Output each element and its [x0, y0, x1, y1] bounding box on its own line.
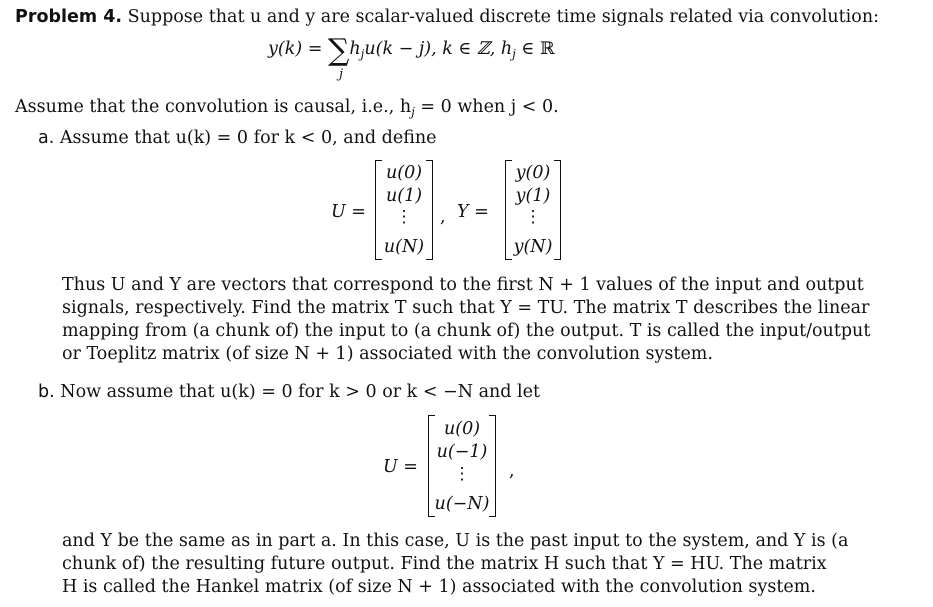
- U-entry-vdots: ⋮: [395, 207, 413, 227]
- part-b-U-vector: [428, 415, 496, 517]
- equation-term-rest: u(k − j), k ∈ ℤ, h: [364, 39, 513, 59]
- part-a-Y-name: Y =: [457, 202, 489, 222]
- causal-sub: j: [411, 105, 415, 119]
- problem-intro: Suppose that u and y are scalar-valued discrete time signals related via convolution:: [127, 7, 879, 27]
- part-b-comma: ,: [509, 461, 515, 481]
- equation-term-sub2: j: [512, 47, 516, 61]
- part-a-para-line: signals, respectively. Find the matrix T such that Y = TU. The matrix T describes the linear: [62, 298, 870, 318]
- part-a-intro-line: [38, 127, 437, 149]
- Y-entry: y(0): [515, 163, 551, 183]
- equation-lhs: y(k) =: [268, 39, 323, 59]
- U-entry: u(N): [383, 237, 425, 257]
- causal-text-a: Assume that the convolution is causal, i.e., h: [15, 97, 412, 117]
- part-a-intro: Assume that u(k) = 0 for k < 0, and define: [59, 128, 437, 148]
- equation-term-sub: j: [360, 47, 365, 61]
- equation-term-end: ∈ ℝ: [515, 39, 555, 59]
- U-entry: u(1): [385, 186, 423, 206]
- part-b-intro: Now assume that u(k) = 0 for k > 0 or k < −N and let: [60, 382, 541, 402]
- Y-entry: y(1): [515, 186, 551, 206]
- sum-symbol: ∑: [327, 33, 350, 68]
- part-a-U-name: U =: [331, 202, 366, 222]
- U-entry: u(−1): [436, 442, 488, 462]
- part-b-para-line: chunk of) the resulting future output. Find the matrix H such that Y = HU. The matrix: [62, 554, 827, 574]
- Y-entry-vdots: ⋮: [524, 207, 542, 227]
- Y-entry: y(N): [513, 237, 553, 257]
- causal-text-b: = 0 when j < 0.: [414, 97, 559, 117]
- part-a-para-line: Thus U and Y are vectors that correspond to the first N + 1 values of the input and output: [62, 275, 864, 295]
- part-b-U-name: U =: [383, 457, 418, 477]
- part-a-para-line: or Toeplitz matrix (of size N + 1) associated with the convolution system.: [62, 344, 713, 364]
- U-entry-vdots: ⋮: [453, 464, 471, 484]
- part-a-label: a.: [38, 128, 55, 148]
- U-entry: u(0): [443, 419, 481, 439]
- part-b-label: b.: [38, 382, 55, 402]
- equation-term: h: [349, 39, 361, 59]
- sum-index: j: [339, 67, 344, 82]
- convolution-equation: [268, 33, 555, 68]
- part-b-para-line: and Y be the same as in part a. In this case, U is the past input to the system, and Y is (a: [62, 531, 849, 551]
- causal-statement: [15, 96, 559, 123]
- part-a-para-line: mapping from (a chunk of) the input to (a chunk of) the output. T is called the input/output: [62, 321, 871, 341]
- problem-label: Problem 4.: [15, 7, 123, 27]
- part-a-U-vector: [375, 160, 433, 260]
- problem-intro-line: [15, 6, 879, 28]
- U-entry: u(−N): [434, 494, 490, 514]
- part-b-para-line: H is called the Hankel matrix (of size N + 1) associated with the convolution system.: [62, 577, 816, 597]
- part-a-Y-vector: [505, 160, 561, 260]
- part-a-comma: ,: [440, 207, 446, 227]
- part-b-intro-line: [38, 381, 540, 403]
- U-entry: u(0): [385, 163, 423, 183]
